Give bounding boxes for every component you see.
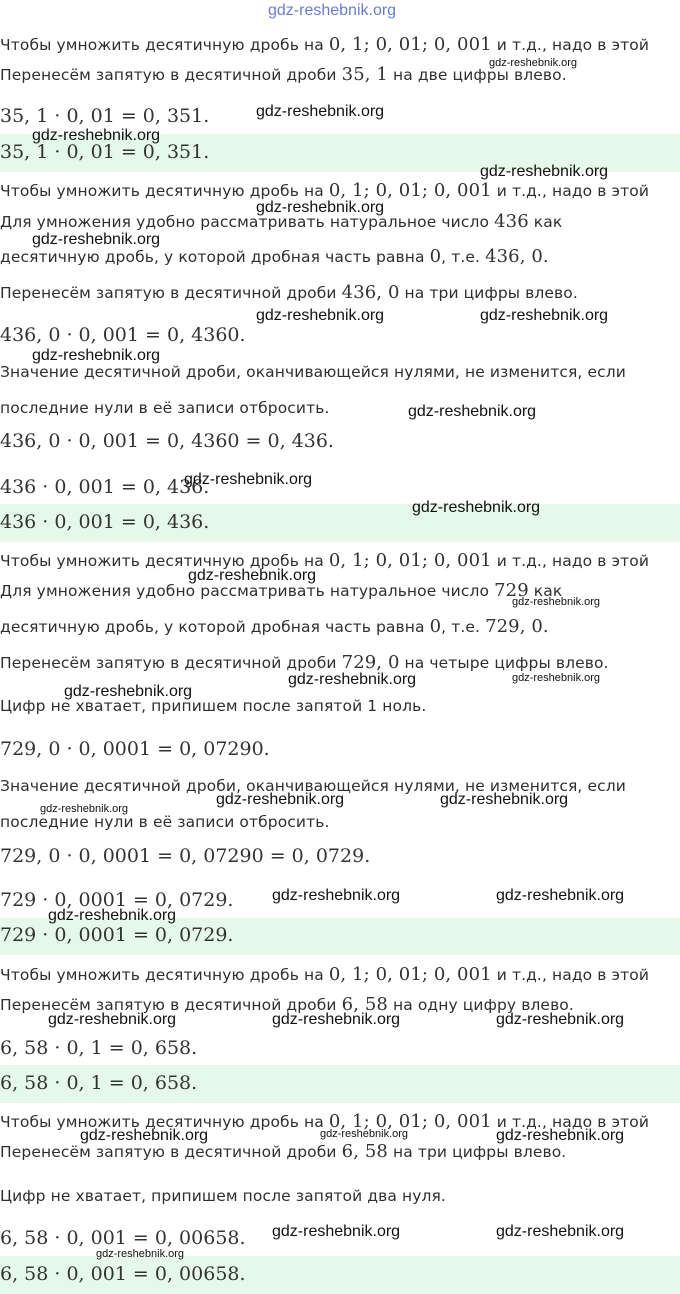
answer: 729 · 0, 0001 = 0, 0729. <box>0 924 234 946</box>
move-comma-line: Перенесём запятую в десятичной дроби 6, 58 на три цифры влево. <box>0 1141 567 1162</box>
watermark: gdz-reshebnik.org <box>32 231 161 248</box>
equation: 436, 0 · 0, 001 = 0, 4360 = 0, 436. <box>0 430 334 452</box>
equation: 35, 1 · 0, 01 = 0, 351. <box>0 105 210 127</box>
equation: 729, 0 · 0, 0001 = 0, 07290 = 0, 0729. <box>0 845 371 867</box>
equation: 6, 58 · 0, 001 = 0, 00658. <box>0 1227 246 1249</box>
move-comma-line: Перенесём запятую в десятичной дроби 35, 1 на две цифры влево. <box>0 64 567 85</box>
watermark: gdz-reshebnik.org <box>272 1011 401 1028</box>
watermark: gdz-reshebnik.org <box>48 1011 177 1028</box>
rule-line: Чтобы умножить десятичную дробь на 0, 1; 0, 01; 0, 001 и т.д., надо в этой <box>0 1111 650 1132</box>
move-comma-line: Перенесём запятую в десятичной дроби 729, 0 на четыре цифры влево. <box>0 652 609 673</box>
watermark: gdz-reshebnik.org <box>272 1223 401 1240</box>
watermark: gdz-reshebnik.org <box>32 127 161 144</box>
zeros-rule-line: Значение десятичной дроби, оканчивающейся нулями, не изменится, если <box>0 363 626 381</box>
rule-line: Чтобы умножить десятичную дробь на 0, 1; 0, 01; 0, 001 и т.д., надо в этой <box>0 550 650 571</box>
watermark: gdz-reshebnik.org <box>256 103 385 120</box>
watermark: gdz-reshebnik.org <box>216 791 345 808</box>
rule-line: Чтобы умножить десятичную дробь на 0, 1; 0, 01; 0, 001 и т.д., надо в этой <box>0 34 650 55</box>
answer: 6, 58 · 0, 1 = 0, 658. <box>0 1072 198 1094</box>
watermark: gdz-reshebnik.org <box>496 1223 625 1240</box>
watermark: gdz-reshebnik.org <box>440 791 569 808</box>
watermark: gdz-reshebnik.org <box>188 567 317 584</box>
watermark: gdz-reshebnik.org <box>184 471 313 488</box>
watermark: gdz-reshebnik.org <box>272 887 401 904</box>
answer: 436 · 0, 001 = 0, 436. <box>0 511 210 533</box>
answer: 6, 58 · 0, 001 = 0, 00658. <box>0 1263 246 1285</box>
watermark: gdz-reshebnik.org <box>408 403 537 420</box>
missing-digits-line: Цифр не хватает, припишем после запятой два нуля. <box>0 1187 446 1205</box>
zeros-rule-line: Значение десятичной дроби, оканчивающейся нулями, не изменится, если <box>0 777 626 795</box>
watermark: gdz-reshebnik.org <box>496 887 625 904</box>
watermark: gdz-reshebnik.org <box>288 671 417 688</box>
equation: 729, 0 · 0, 0001 = 0, 07290. <box>0 738 270 760</box>
watermark: gdz-reshebnik.org <box>480 307 609 324</box>
watermark: gdz-reshebnik.org <box>256 199 385 216</box>
watermark: gdz-reshebnik.org <box>480 163 609 180</box>
rule-line: Чтобы умножить десятичную дробь на 0, 1; 0, 01; 0, 001 и т.д., надо в этой <box>0 964 650 985</box>
answer-box <box>0 1256 680 1294</box>
equation: 436, 0 · 0, 001 = 0, 4360. <box>0 324 246 346</box>
equation: 436 · 0, 001 = 0, 436. <box>0 476 210 498</box>
equation: 6, 58 · 0, 1 = 0, 658. <box>0 1037 198 1059</box>
watermark: gdz-reshebnik.org <box>320 1128 409 1140</box>
zeros-rule-line: последние нули в её записи отбросить. <box>0 813 330 831</box>
natural-number-line: Для умножения удобно рассматривать натуральное число 436 как <box>0 211 563 232</box>
watermark: gdz-reshebnik.org <box>512 596 601 608</box>
watermark: gdz-reshebnik.org <box>256 307 385 324</box>
zeros-rule-line: последние нули в её записи отбросить. <box>0 399 330 417</box>
missing-digits-line: Цифр не хватает, припишем после запятой 1 ноль. <box>0 697 427 715</box>
watermark: gdz-reshebnik.org <box>489 57 578 69</box>
watermark: gdz-reshebnik.org <box>40 803 129 815</box>
watermark: gdz-reshebnik.org <box>96 1248 185 1260</box>
answer: 35, 1 · 0, 01 = 0, 351. <box>0 141 210 163</box>
watermark: gdz-reshebnik.org <box>412 499 541 516</box>
watermark: gdz-reshebnik.org <box>64 683 193 700</box>
watermark: gdz-reshebnik.org <box>496 1011 625 1028</box>
answer-box <box>0 1065 680 1103</box>
answer-box <box>0 504 680 542</box>
rule-line: Чтобы умножить десятичную дробь на 0, 1; 0, 01; 0, 001 и т.д., надо в этой <box>0 180 650 201</box>
watermark: gdz-reshebnik.org <box>496 1127 625 1144</box>
move-comma-line: Перенесём запятую в десятичной дроби 436, 0 на три цифры влево. <box>0 282 578 303</box>
watermark: gdz-reshebnik.org <box>512 672 601 684</box>
natural-number-line: Для умножения удобно рассматривать натуральное число 729 как <box>0 580 563 601</box>
watermark: gdz-reshebnik.org <box>80 1127 209 1144</box>
fraction-line: десятичную дробь, у которой дробная часть равна 0, т.е. 436, 0. <box>0 246 549 267</box>
header-watermark[interactable]: gdz-reshebnik.org <box>268 2 397 19</box>
move-comma-line: Перенесём запятую в десятичной дроби 6, 58 на одну цифру влево. <box>0 994 574 1015</box>
watermark: gdz-reshebnik.org <box>32 347 161 364</box>
watermark: gdz-reshebnik.org <box>48 907 177 924</box>
fraction-line: десятичную дробь, у которой дробная часть равна 0, т.е. 729, 0. <box>0 616 549 637</box>
equation: 729 · 0, 0001 = 0, 0729. <box>0 889 234 911</box>
